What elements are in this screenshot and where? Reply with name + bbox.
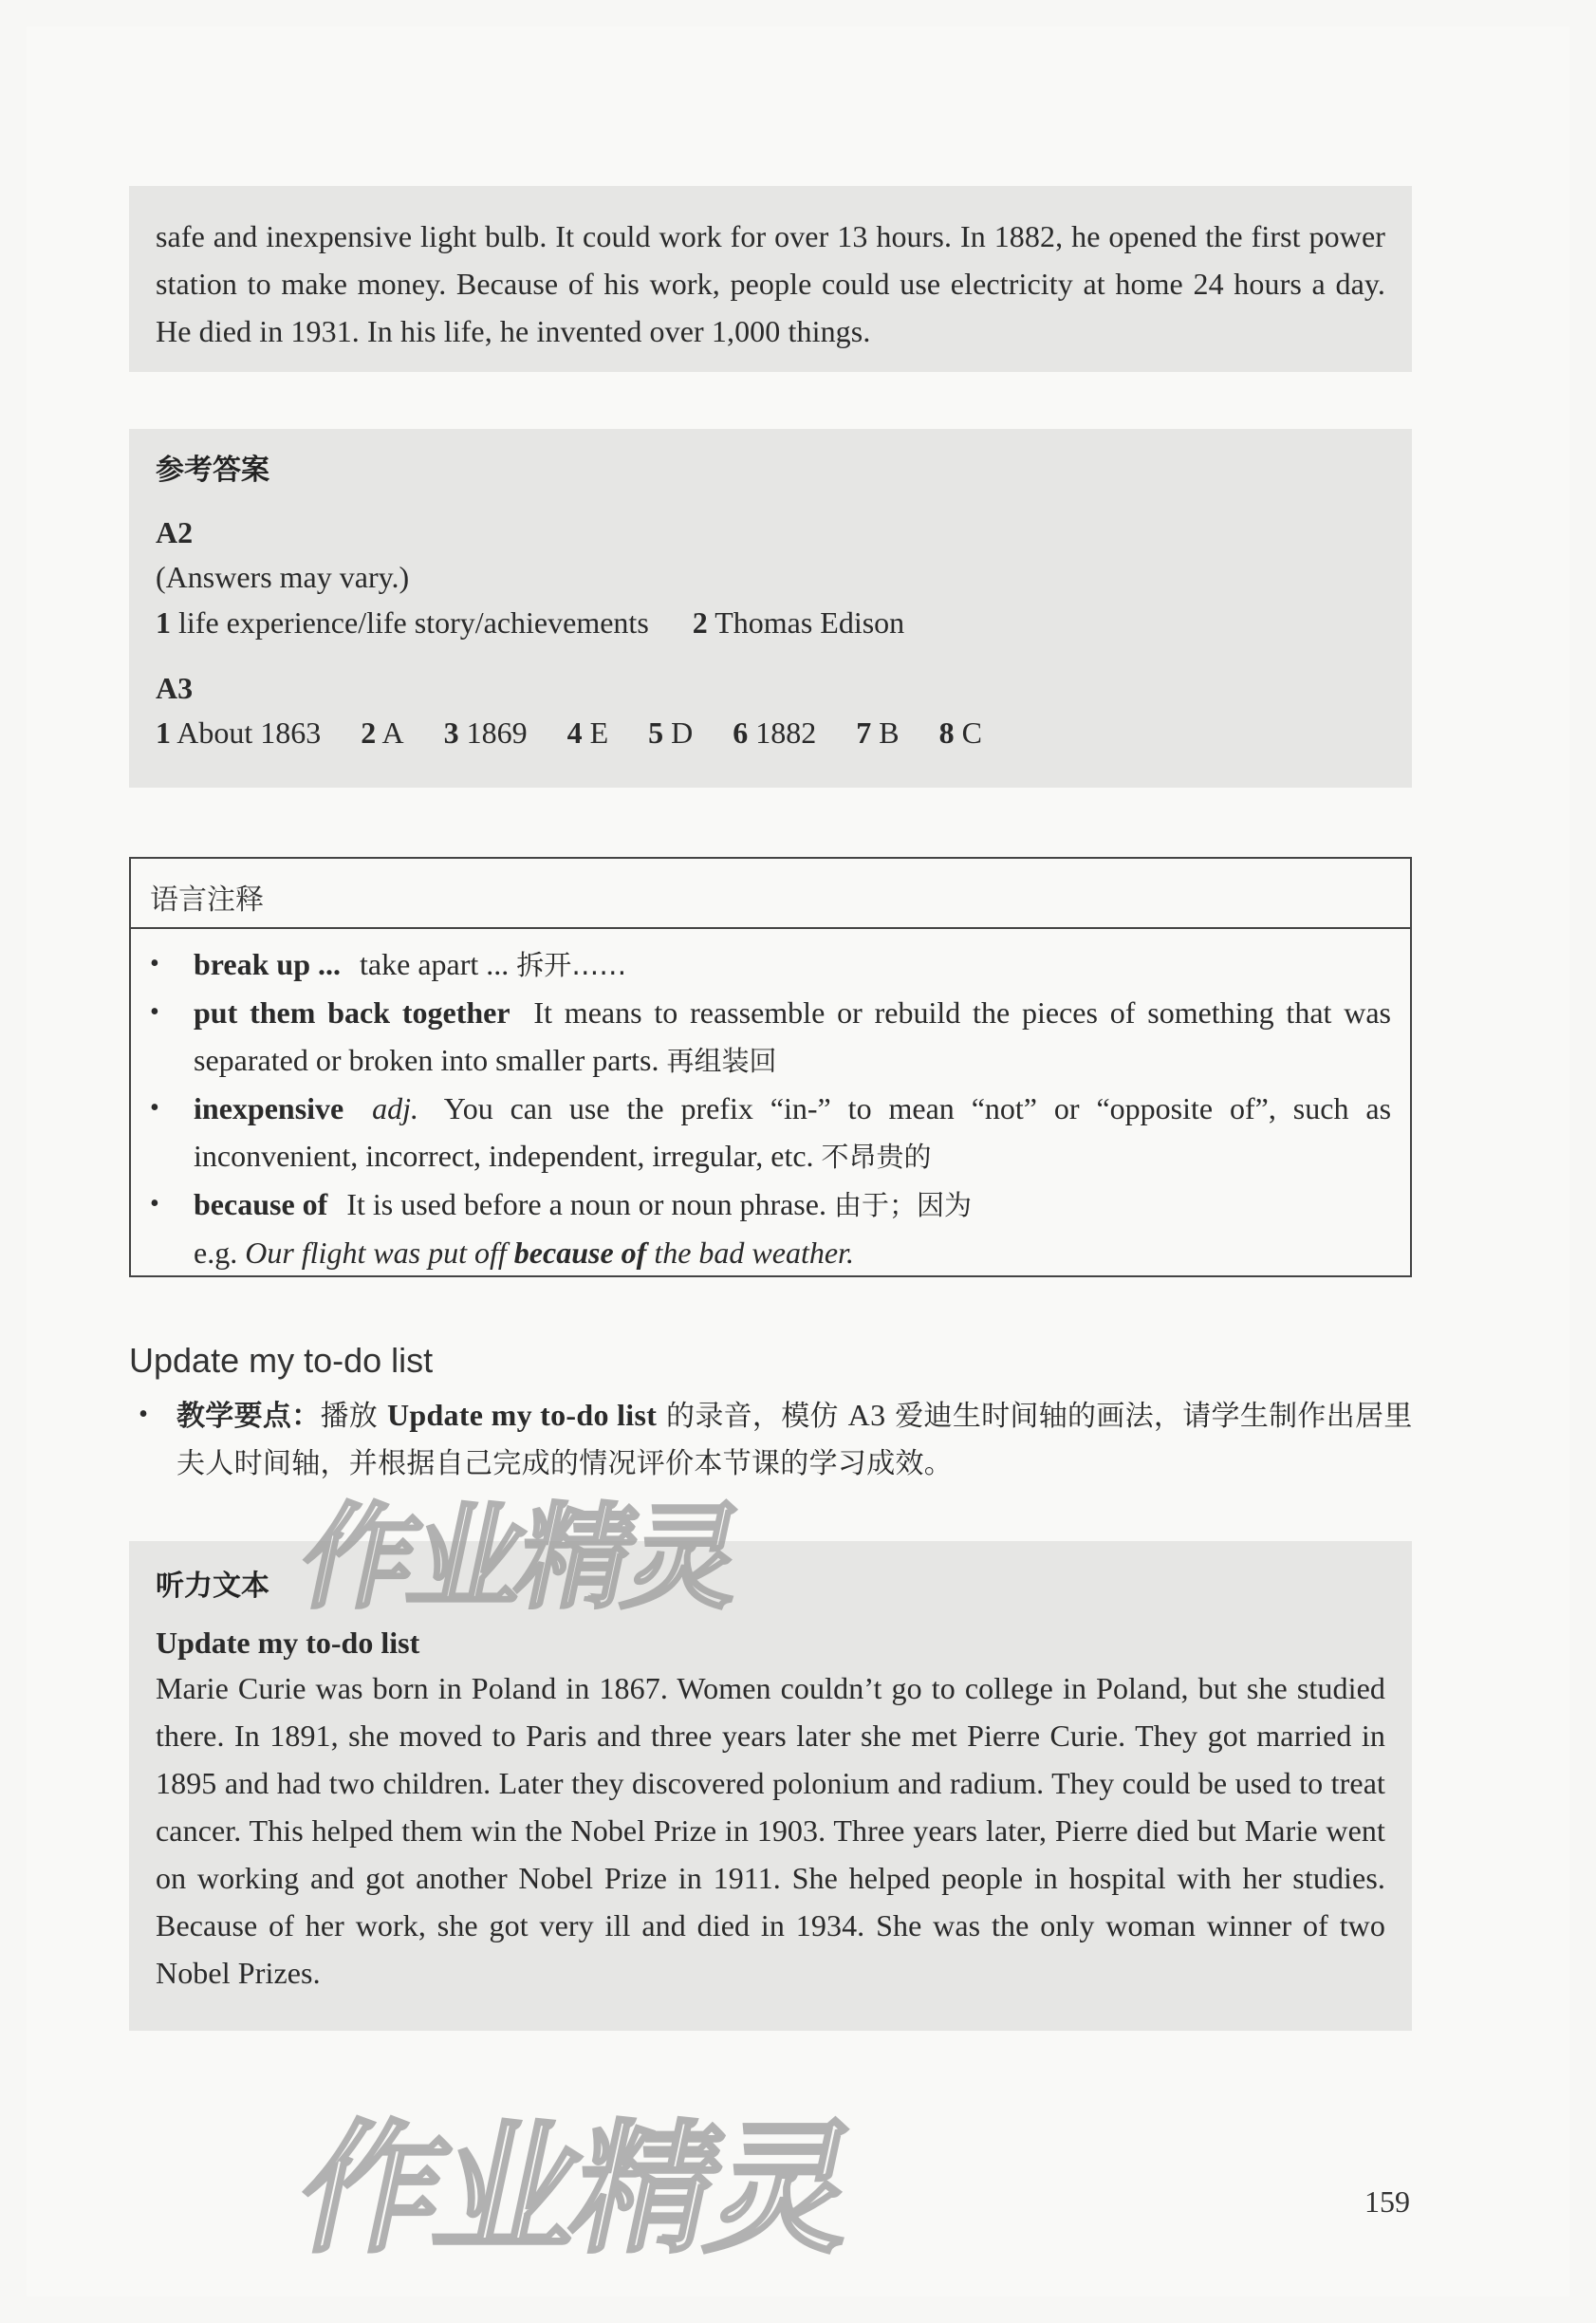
note-example: e.g. Our flight was put off because of the bad weather. [194, 1236, 854, 1270]
answers-heading: 参考答案 [156, 454, 269, 487]
a2-item: 2 Thomas Edison [692, 605, 905, 640]
a2-label: A2 [156, 515, 194, 549]
a3-item: 4 E [566, 715, 609, 750]
answers-box [129, 429, 1412, 788]
a2-note: (Answers may vary.) [156, 560, 410, 594]
bullet-icon: • [150, 1093, 159, 1123]
a2-answers [156, 600, 1385, 645]
note-item: • inexpensive adj. You can use the prefix “in-” to mean “not” or “opposite of”, such as inconvenient, incorrect, independent, irregular, etc. 不昂贵的 [150, 1085, 1391, 1180]
note-item: • break up ... take apart ... 拆开…… [150, 940, 1391, 989]
a2-item: 1 life experience/life story/achievements [156, 605, 649, 640]
bullet-icon: • [150, 997, 159, 1027]
listening-text: Marie Curie was born in Poland in 1867. Women couldn’t go to college in Poland, but she studied there. In 1891, she moved to Paris and three years later she met Pierre Curie. They got married in 1895 and had two children. Later they discovered polonium and radium. They could be used to treat cancer. This helped them win the Nobel Prize in 1903. Three years later, Pierre died but Marie went on working and got another Nobel Prize in 1911. She helped people in hospital with her studies. Because of her work, she got very ill and died in 1934. She was the only woman winner of two Nobel Prizes. [156, 1671, 1385, 1990]
note-item: • because of It is used before a noun or noun phrase. 由于；因为 [150, 1180, 1391, 1229]
teaching-point: • 教学要点：播放 Update my to-do list 的录音，模仿 A3 爱迪生时间轴的画法，请学生制作出居里夫人时间轴，并根据自己完成的情况评价本节课的学习成效。 [129, 1391, 1416, 1488]
bullet-icon: • [150, 1189, 159, 1218]
a3-item: 2 A [361, 715, 404, 750]
top-passage-text: safe and inexpensive light bulb. It could work for over 13 hours. In 1882, he opened the first power station to make money. Because of his work, people could use electricity at home 24 hours a day. He died in 1931. In his life, he invented over 1,000 things. [156, 219, 1385, 348]
a3-item: 1 About 1863 [156, 715, 322, 750]
a3-item: 8 C [938, 715, 982, 750]
bullet-icon: • [150, 949, 159, 978]
language-notes-heading: 语言注释 [131, 859, 1410, 929]
page-number: 159 [1364, 2184, 1410, 2219]
language-notes-list [131, 929, 1410, 1229]
a3-item: 3 1869 [443, 715, 528, 750]
a3-answers [156, 710, 1385, 755]
watermark-logo: 作业精灵 [288, 1493, 751, 1625]
listening-subtitle: Update my to-do list [156, 1626, 420, 1660]
todo-section-title: Update my to-do list [129, 1341, 434, 1380]
bullet-icon: • [139, 1400, 148, 1429]
language-notes-box [129, 857, 1412, 1277]
a3-item: 7 B [856, 715, 900, 750]
listening-heading: 听力文本 [156, 1570, 269, 1603]
a3-item: 6 1882 [733, 715, 817, 750]
watermark-logo: 作业精灵 [285, 2108, 867, 2273]
note-item: • put them back together It means to reassemble or rebuild the pieces of something that was separated or broken into smaller parts. 再组装回 [150, 989, 1391, 1085]
top-passage-box [129, 186, 1412, 372]
a3-label: A3 [156, 671, 194, 705]
a3-item: 5 D [648, 715, 694, 750]
